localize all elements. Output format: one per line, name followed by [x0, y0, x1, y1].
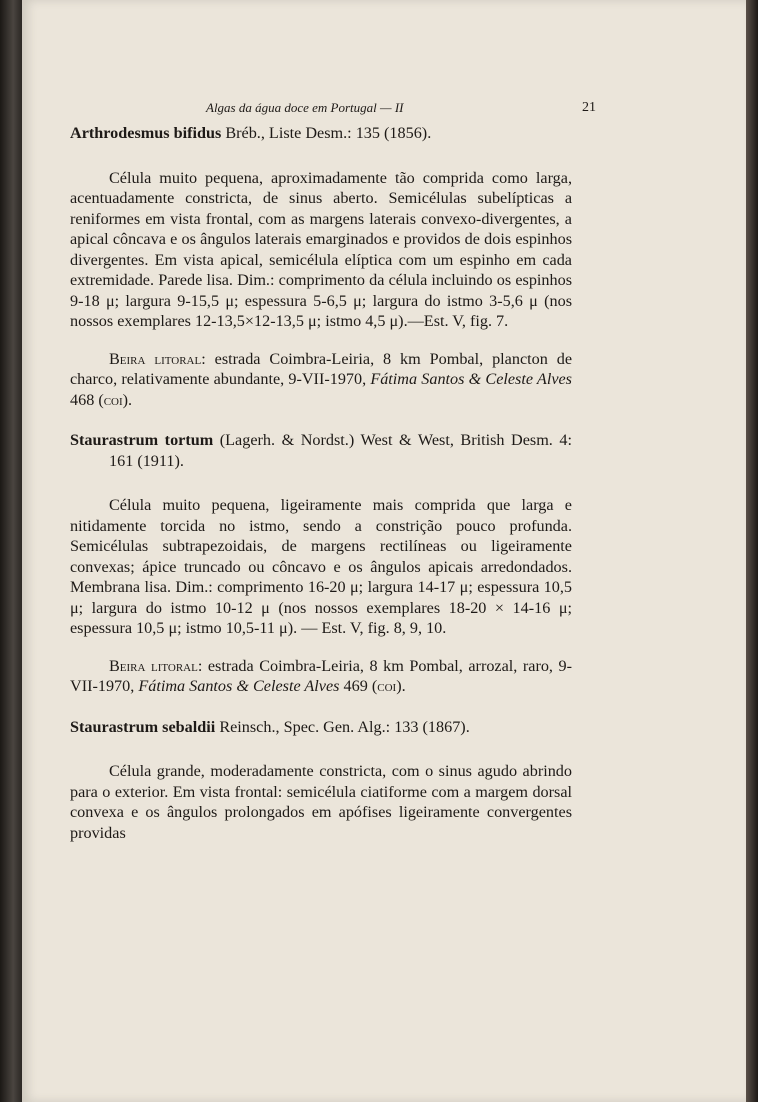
page-content [70, 123, 572, 860]
taxon-heading [70, 717, 572, 738]
taxon-heading [70, 430, 572, 471]
taxon-description: Célula grande, moderadamente constricta, com o sinus agudo abrindo para o exterior. Em vista frontal: semicélula ciatiforme com a margem dorsal convexa e os ângulos prolongados em apófises ligeiramente convergentes providas [70, 762, 572, 842]
book-binding [0, 0, 22, 1102]
taxon-citation: Bréb., Liste Desm.: 135 (1856). [221, 124, 432, 142]
page-edge [746, 0, 758, 1102]
taxon-heading [70, 123, 572, 144]
taxon-citation: Reinsch., Spec. Gen. Alg.: 133 (1867). [215, 717, 470, 736]
herbarium-code: coi [377, 677, 397, 695]
taxon-description: Célula muito pequena, aproximadamente tão comprida como larga, acentuadamente constricta, de sinus aberto. Semicélulas subelípticas a reniformes em vista frontal, com as margens laterais convexo-divergentes, a apical côncava e os ângulos laterais emarginados e providos de dois espinhos divergentes. Em vista apical, semicélula elíptica com um espinho em cada extremidade. Parede lisa. Dim.: comprimento da célula incluindo os espinhos 9-18 μ; largura 9-15,5 μ; espessura 5-6,5 μ; largura do istmo 3-5,6 μ (nos nossos exemplares 12-13,5×12-13,5 μ; istmo 4,5 μ).—Est. V, fig. 7. [70, 168, 572, 330]
specimen-locality: Beira litoral: estrada Coimbra-Leiria, 8 km Pombal, plancton de charco, relativamente abundante, 9-VII-1970, Fátima Santos & Celeste Alves 468 (coi). [70, 349, 573, 409]
taxon-citation: (Lagerh. & Nordst.) West & West, British Desm. 4: 161 (1911). [109, 431, 572, 470]
collectors: Fátima Santos & Celeste Alves [138, 677, 340, 695]
herbarium-code: coi [103, 390, 123, 409]
region-label: Beira litoral [109, 349, 202, 368]
running-header [70, 100, 596, 120]
specimen-locality: Beira litoral: estrada Coimbra-Leiria, 8 km Pombal, arrozal, raro, 9-VII-1970, Fátima Santos & Celeste Alves 469 (coi). [70, 656, 572, 695]
page-number: 21 [582, 100, 596, 115]
taxon-name: Staurastrum tortum [70, 431, 214, 449]
taxon-description: Célula muito pequena, ligeiramente mais comprida que larga e nitidamente torcida no istmo, sendo a constrição pouco profunda. Semicélulas subtrapezoidais, de margens rectilíneas ou ligeiramente convexas; ápice truncado ou côncavo e os ângulos apicais arredondados. Membrana lisa. Dim.: comprimento 16-20 μ; largura 14-17 μ; espessura 10,5 μ; largura do istmo 10-12 μ (nos nossos exemplares 18-20 × 14-16 μ; espessura 10,5 μ; istmo 10,5-11 μ). — Est. V, fig. 8, 9, 10. [70, 496, 572, 637]
region-label: Beira litoral [109, 656, 198, 675]
taxon-name: Staurastrum sebaldii [70, 717, 216, 736]
collectors: Fátima Santos & Celeste Alves [370, 370, 572, 388]
taxon-name: Arthrodesmus bifidus [70, 124, 222, 142]
running-title: Algas da água doce em Portugal — II [206, 100, 404, 115]
